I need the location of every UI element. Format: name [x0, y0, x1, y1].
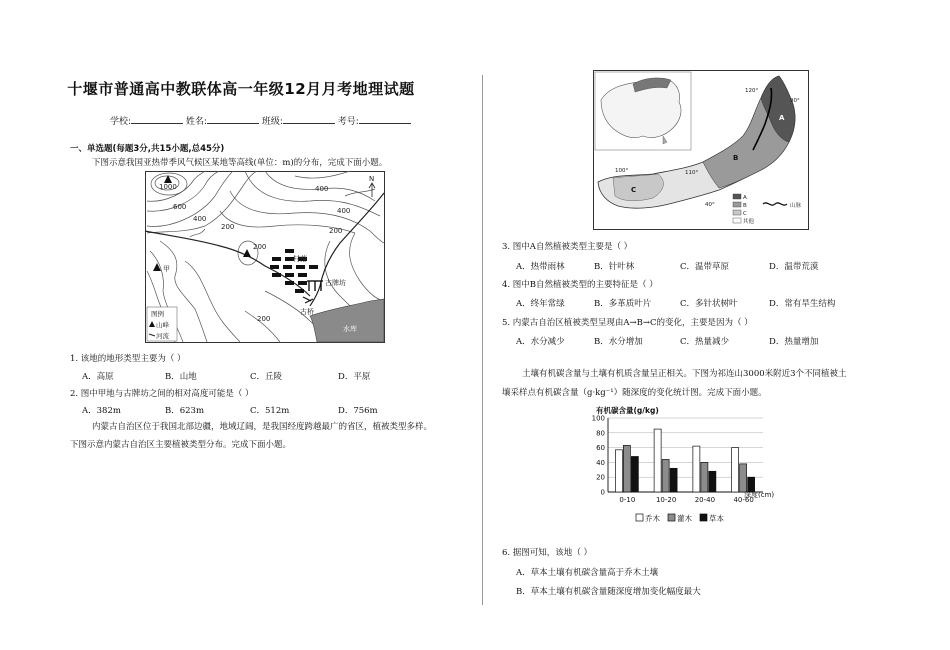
q4-option-c[interactable]: C．多针状树叶 — [680, 299, 738, 309]
y-tick-label: 100 — [591, 414, 605, 423]
bridge-label: 古桥 — [300, 308, 314, 316]
bar-草本-20-40 — [709, 471, 716, 492]
q3-option-a[interactable]: A．热带雨林 — [516, 262, 565, 272]
class-blank[interactable] — [283, 115, 335, 124]
bar-乔木-10-20 — [654, 429, 661, 492]
legend-label-qiaomu: 乔木 — [645, 514, 660, 523]
q3-option-b[interactable]: B．针叶林 — [594, 262, 635, 272]
chart-yticks — [592, 415, 605, 497]
chart-xticks — [619, 496, 753, 504]
q5-option-d[interactable]: D．热量增加 — [769, 337, 819, 347]
svg-text:其他: 其他 — [743, 219, 755, 225]
intro3-line1: 土壤有机碳含量与土壤有机质含量呈正相关。下图为祁连山3000米附近3个不同植被土 — [522, 369, 847, 379]
label-1000: 1000 — [159, 183, 177, 191]
svg-text:N: N — [369, 175, 375, 183]
q3-stem: 3. 图中A自然植被类型主要是（ ） — [502, 242, 633, 252]
vegetation-map — [593, 70, 809, 230]
page-title: 十堰市普通高中教联体高一年级12月月考地理试题 — [67, 80, 415, 98]
x-tick-label: 0-10 — [619, 496, 636, 504]
svg-text:山脉: 山脉 — [790, 203, 802, 209]
map-legend — [147, 307, 177, 341]
q1-option-b[interactable]: B．山地 — [165, 372, 197, 382]
section-heading: 一、单选题(每题3分,共15小题,总45分) — [70, 144, 225, 154]
svg-text:图例: 图例 — [151, 310, 164, 318]
q6-option-b[interactable]: B．草本土壤有机碳含量随深度增加变化幅度最大 — [516, 587, 701, 597]
exam-no-blank[interactable] — [359, 115, 411, 124]
svg-text:B: B — [743, 203, 747, 209]
y-tick-label: 0 — [600, 488, 605, 497]
gate-symbol — [307, 281, 323, 291]
lon-110: 110° — [685, 170, 699, 176]
section-intro: 下图示意我国亚热带季风气候区某地等高线(单位：m)的分布，完成下面小题。 — [92, 158, 388, 168]
svg-text:C: C — [743, 211, 747, 217]
intro3-line2: 壤采样点有机碳含量（g·kg⁻¹）随深度的变化统计图。完成下面小题。 — [502, 388, 767, 398]
reservoir-label: 水库 — [343, 325, 357, 333]
label-400c: 400 — [337, 207, 351, 215]
label-400b: 400 — [315, 185, 329, 193]
label-200c: 200 — [257, 315, 271, 323]
bar-乔木-20-40 — [693, 446, 700, 492]
q2-option-b[interactable]: B．623m — [165, 406, 205, 416]
village-label: 村落 — [293, 255, 307, 263]
lat-40: 40° — [705, 202, 715, 208]
column-divider — [482, 75, 483, 605]
q1-stem: 1. 该地的地形类型主要为（ ） — [70, 354, 186, 364]
label-200b: 200 — [253, 243, 267, 251]
student-info-line — [110, 114, 411, 127]
legend-label-guanmu: 灌木 — [677, 514, 692, 523]
q6-stem: 6. 据图可知，该地（ ） — [502, 548, 593, 558]
school-blank[interactable] — [131, 115, 183, 124]
q4-option-d[interactable]: D．常有旱生结构 — [769, 299, 836, 309]
x-tick-label: 40-60 — [733, 496, 754, 504]
chart-xlabel: 深度(cm) — [744, 491, 775, 499]
svg-text:A: A — [743, 195, 747, 201]
y-tick-label: 20 — [596, 473, 605, 482]
region-c-label: C — [631, 186, 637, 194]
bar-灌木-40-60 — [740, 464, 747, 492]
bar-草本-0-10 — [631, 456, 638, 492]
chart-bars — [615, 429, 754, 492]
q5-option-a[interactable]: A．水分减少 — [516, 337, 565, 347]
name-blank[interactable] — [207, 115, 259, 124]
q3-option-d[interactable]: D．温带荒漠 — [769, 262, 819, 272]
intro2-line2: 下图示意内蒙古自治区主要植被类型分布。完成下面小题。 — [70, 440, 292, 450]
contour-map — [145, 171, 385, 343]
school-label: 学校: — [110, 117, 132, 127]
q2-option-a[interactable]: A．382m — [82, 406, 121, 416]
bar-灌木-0-10 — [623, 445, 630, 492]
x-tick-label: 10-20 — [655, 496, 677, 504]
q2-stem: 2. 图中甲地与古牌坊之间的相对高度可能是（ ） — [70, 389, 254, 399]
lon-120: 120° — [745, 88, 759, 94]
q1-option-a[interactable]: A．高原 — [82, 372, 114, 382]
svg-text:河流: 河流 — [156, 332, 169, 340]
name-label: 姓名: — [185, 117, 207, 127]
q2-option-c[interactable]: C．512m — [250, 406, 290, 416]
bar-灌木-20-40 — [701, 462, 708, 492]
class-label: 班级: — [261, 117, 283, 127]
x-tick-label: 20-40 — [694, 496, 716, 504]
bar-草本-40-60 — [748, 477, 755, 492]
jia-label: 甲 — [163, 265, 170, 273]
lon-90: 90° — [790, 98, 800, 104]
region-b-label: B — [733, 154, 739, 162]
q3-option-c[interactable]: C．温带草原 — [680, 262, 730, 272]
bar-乔木-0-10 — [615, 450, 622, 492]
bar-草本-10-20 — [670, 468, 677, 492]
y-tick-label: 80 — [596, 429, 605, 438]
intro2-line1: 内蒙古自治区位于我国北部边疆，地域辽阔，是我国经度跨越最广的省区，植被类型多样。 — [92, 422, 433, 432]
q4-option-b[interactable]: B．多革质叶片 — [594, 299, 652, 309]
legend-swatch-guanmu — [668, 514, 675, 521]
q5-option-b[interactable]: B．水分增加 — [594, 337, 643, 347]
q4-option-a[interactable]: A．终年常绿 — [516, 299, 565, 309]
lon-100: 100° — [615, 168, 629, 174]
bar-灌木-10-20 — [662, 459, 669, 492]
bar-乔木-40-60 — [732, 448, 739, 492]
label-400a: 400 — [193, 215, 207, 223]
y-tick-label: 40 — [596, 458, 605, 467]
label-200a: 200 — [221, 223, 235, 231]
q1-option-d[interactable]: D．平原 — [338, 372, 371, 382]
chart-title: 有机碳含量(g/kg) — [596, 406, 659, 415]
q4-stem: 4. 图中B自然植被类型的主要特征是（ ） — [502, 280, 658, 290]
label-200d: 200 — [329, 227, 343, 235]
legend-swatch-caoben — [700, 514, 707, 521]
gate-label: 古牌坊 — [325, 279, 346, 287]
y-tick-label: 60 — [596, 444, 605, 453]
q5-stem: 5. 内蒙古自治区植被类型呈现由A→B→C的变化，主要是因为（ ） — [502, 318, 753, 328]
legend-label-caoben: 草本 — [709, 514, 724, 523]
exam-no-label: 考号: — [337, 117, 359, 127]
carbon-bar-chart — [578, 402, 818, 528]
svg-text:山峰: 山峰 — [156, 321, 169, 329]
legend-swatch-qiaomu — [636, 514, 643, 521]
q1-option-c[interactable]: C．丘陵 — [250, 372, 283, 382]
q6-option-a[interactable]: A．草本土壤有机碳含量高于乔木土壤 — [516, 568, 659, 578]
q5-option-c[interactable]: C．热量减少 — [680, 337, 730, 347]
q2-option-d[interactable]: D．756m — [338, 406, 378, 416]
chart-legend — [636, 513, 724, 523]
region-a-label: A — [779, 114, 785, 122]
label-600: 600 — [173, 203, 187, 211]
